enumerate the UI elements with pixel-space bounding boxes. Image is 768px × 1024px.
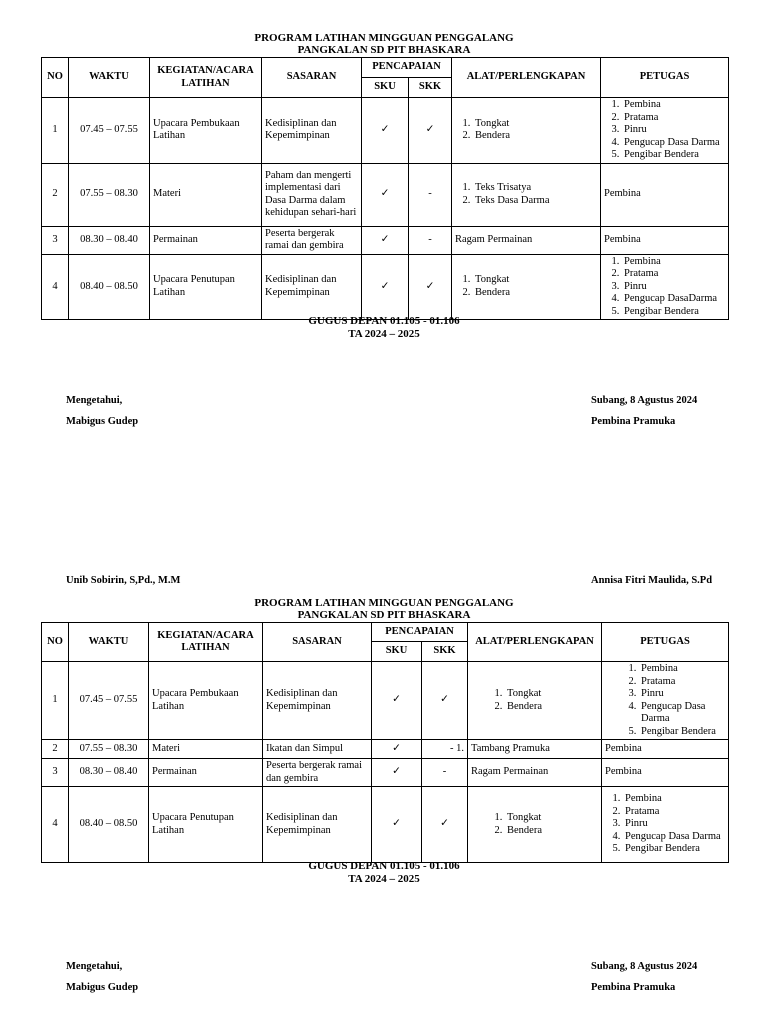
mabigus-label: Mabigus Gudep xyxy=(66,416,139,427)
list-item: 2. Bendera xyxy=(473,130,597,143)
cell-alat: Tambang Pramuka xyxy=(468,740,602,759)
cell-sasaran: Kedisiplinan dan Kepemimpinan xyxy=(263,662,372,740)
list-item: 3. Pinru xyxy=(622,281,725,294)
list-item: 2. Pratama xyxy=(623,806,725,819)
list-item: 3. Pinru xyxy=(622,124,725,137)
cell-no: 4 xyxy=(42,254,69,320)
header-kegiatan: KEGIATAN/ACARA LATIHAN xyxy=(150,58,262,98)
doc-title xyxy=(0,597,768,621)
cell-kegiatan: Materi xyxy=(150,163,262,226)
cell-waktu: 07.45 – 07.55 xyxy=(69,98,150,164)
cell-sasaran: Kedisiplinan dan Kepemimpinan xyxy=(262,254,362,320)
cell-waktu: 08.40 – 08.50 xyxy=(69,787,149,863)
cell-no: 2 xyxy=(42,740,69,759)
cell-sku: ✓ xyxy=(372,787,422,863)
cell-petugas xyxy=(601,98,729,164)
cell-petugas: Pembina xyxy=(601,226,729,254)
header-alat: ALAT/PERLENGKAPAN xyxy=(468,623,602,662)
cell-petugas: Pembina xyxy=(602,740,729,759)
cell-no: 3 xyxy=(42,759,69,787)
title-line-1: PROGRAM LATIHAN MINGGUAN PENGGALANG xyxy=(254,32,514,44)
cell-alat xyxy=(468,662,602,740)
list-item: 5. Pengibar Bendera xyxy=(622,306,725,319)
title-line-2: PANGKALAN SD PIT BHASKARA xyxy=(297,609,471,621)
cell-alat xyxy=(468,787,602,863)
cell-petugas xyxy=(602,662,729,740)
list-item: 3. Pinru xyxy=(623,818,725,831)
footer-line-1: GUGUS DEPAN 01.105 - 01.106 xyxy=(308,315,460,327)
header-sasaran: SASARAN xyxy=(263,623,372,662)
list-item: 1. Pembina xyxy=(622,99,725,112)
header-alat: ALAT/PERLENGKAPAN xyxy=(452,58,601,98)
cell-kegiatan: Upacara Pembukaan Latihan xyxy=(149,662,263,740)
list-item: 1. Pembina xyxy=(623,793,725,806)
cell-waktu: 07.55 – 08.30 xyxy=(69,163,150,226)
cell-petugas: Pembina xyxy=(602,759,729,787)
cell-skk: ✓ xyxy=(409,254,452,320)
list-item: 1. Tongkat xyxy=(473,118,597,131)
cell-waktu: 08.30 – 08.40 xyxy=(69,226,150,254)
header-waktu: WAKTU xyxy=(69,58,150,98)
cell-alat: Ragam Permainan xyxy=(452,226,601,254)
header-waktu: WAKTU xyxy=(69,623,149,662)
cell-skk: - 1. xyxy=(422,740,468,759)
cell-kegiatan: Permainan xyxy=(149,759,263,787)
table-row xyxy=(42,226,729,254)
list-item: 5. Pengibar Bendera xyxy=(623,843,725,856)
cell-sku: ✓ xyxy=(372,759,422,787)
header-sku: SKU xyxy=(372,642,422,662)
list-item: 5. Pengibar Bendera xyxy=(639,726,725,739)
place-date: Subang, 8 Agustus 2024 xyxy=(591,961,698,972)
table-row xyxy=(42,98,729,164)
cell-alat xyxy=(452,254,601,320)
cell-skk: - xyxy=(422,759,468,787)
doc-title xyxy=(0,32,768,56)
gugus-depan-footer xyxy=(0,315,768,340)
cell-sku: ✓ xyxy=(362,254,409,320)
list-item: 2. Bendera xyxy=(473,287,597,300)
header-petugas: PETUGAS xyxy=(601,58,729,98)
header-sasaran: SASARAN xyxy=(262,58,362,98)
header-skk: SKK xyxy=(409,78,452,98)
list-item: 1. Teks Trisatya xyxy=(473,182,597,195)
header-no: NO xyxy=(42,623,69,662)
pembina-label: Pembina Pramuka xyxy=(591,416,676,427)
mengetahui-label: Mengetahui, xyxy=(66,961,123,972)
header-kegiatan: KEGIATAN/ACARA LATIHAN xyxy=(149,623,263,662)
list-item: 2. Pratama xyxy=(622,268,725,281)
table-row xyxy=(42,759,729,787)
cell-sasaran: Kedisiplinan dan Kepemimpinan xyxy=(262,98,362,164)
list-item: 2. Pratama xyxy=(639,676,725,689)
cell-skk: ✓ xyxy=(409,98,452,164)
cell-sasaran: Peserta bergerak ramai dan gembira xyxy=(263,759,372,787)
cell-sku: ✓ xyxy=(372,662,422,740)
header-no: NO xyxy=(42,58,69,98)
cell-waktu: 08.30 – 08.40 xyxy=(69,759,149,787)
cell-kegiatan: Upacara Penutupan Latihan xyxy=(149,787,263,863)
cell-sasaran: Ikatan dan Simpul xyxy=(263,740,372,759)
cell-waktu: 07.55 – 08.30 xyxy=(69,740,149,759)
cell-sku: ✓ xyxy=(362,98,409,164)
footer-line-2: TA 2024 – 2025 xyxy=(348,872,420,885)
cell-sku: ✓ xyxy=(362,226,409,254)
cell-kegiatan: Materi xyxy=(149,740,263,759)
table-row xyxy=(42,740,729,759)
header-pencapaian: PENCAPAIAN xyxy=(362,58,452,78)
schedule-table-1 xyxy=(41,57,729,320)
cell-sasaran: Paham dan mengerti implementasi dari Dasa Darma dalam kehidupan sehari-hari xyxy=(262,163,362,226)
list-item: 1. Tongkat xyxy=(505,812,598,825)
cell-petugas: Pembina xyxy=(601,163,729,226)
list-item: 4. Pengucap DasaDarma xyxy=(622,293,725,306)
list-item: 3. Pinru xyxy=(639,688,725,701)
list-item: 2. Teks Dasa Darma xyxy=(473,195,597,208)
cell-no: 3 xyxy=(42,226,69,254)
cell-skk: ✓ xyxy=(422,787,468,863)
cell-kegiatan: Permainan xyxy=(150,226,262,254)
list-item: 1. Tongkat xyxy=(505,688,598,701)
header-skk: SKK xyxy=(422,642,468,662)
header-sku: SKU xyxy=(362,78,409,98)
cell-skk: ✓ xyxy=(422,662,468,740)
place-date: Subang, 8 Agustus 2024 xyxy=(591,395,698,406)
cell-alat xyxy=(452,163,601,226)
list-item: 4. Pengucap Dasa Darma xyxy=(639,701,725,726)
left-signer-name: Unib Sobirin, S,Pd., M.M xyxy=(66,575,181,586)
list-item: 2. Bendera xyxy=(505,701,598,714)
list-item: 1. Pembina xyxy=(622,256,725,269)
cell-petugas xyxy=(602,787,729,863)
cell-petugas xyxy=(601,254,729,320)
cell-waktu: 07.45 – 07.55 xyxy=(69,662,149,740)
mengetahui-label: Mengetahui, xyxy=(66,395,123,406)
list-item: 4. Pengucap Dasa Darma xyxy=(622,137,725,150)
header-petugas: PETUGAS xyxy=(602,623,729,662)
cell-alat xyxy=(452,98,601,164)
title-line-1: PROGRAM LATIHAN MINGGUAN PENGGALANG xyxy=(254,597,514,609)
cell-sasaran: Peserta bergerak ramai dan gembira xyxy=(262,226,362,254)
list-item: 1. Pembina xyxy=(639,663,725,676)
right-signer-name: Annisa Fitri Maulida, S.Pd xyxy=(591,575,713,586)
cell-kegiatan: Upacara Pembukaan Latihan xyxy=(150,98,262,164)
title-line-2: PANGKALAN SD PIT BHASKARA xyxy=(297,44,471,56)
list-item: 5. Pengibar Bendera xyxy=(622,149,725,162)
cell-no: 1 xyxy=(42,98,69,164)
footer-line-1: GUGUS DEPAN 01.105 - 01.106 xyxy=(308,860,460,872)
list-item: 4. Pengucap Dasa Darma xyxy=(623,831,725,844)
cell-sasaran: Kedisiplinan dan Kepemimpinan xyxy=(263,787,372,863)
header-pencapaian: PENCAPAIAN xyxy=(372,623,468,642)
table-row xyxy=(42,163,729,226)
cell-waktu: 08.40 – 08.50 xyxy=(69,254,150,320)
cell-sku: ✓ xyxy=(362,163,409,226)
cell-no: 1 xyxy=(42,662,69,740)
cell-alat: Ragam Permainan xyxy=(468,759,602,787)
cell-skk: - xyxy=(409,163,452,226)
table-row xyxy=(42,254,729,320)
pembina-label: Pembina Pramuka xyxy=(591,982,676,993)
cell-no: 4 xyxy=(42,787,69,863)
schedule-table-2 xyxy=(41,622,729,863)
cell-no: 2 xyxy=(42,163,69,226)
table-row xyxy=(42,662,729,740)
mabigus-label: Mabigus Gudep xyxy=(66,982,139,993)
cell-skk: - xyxy=(409,226,452,254)
list-item: 2. Bendera xyxy=(505,825,598,838)
list-item: 1. Tongkat xyxy=(473,274,597,287)
list-item: 2. Pratama xyxy=(622,112,725,125)
gugus-depan-footer xyxy=(0,860,768,885)
footer-line-2: TA 2024 – 2025 xyxy=(348,327,420,340)
table-row xyxy=(42,787,729,863)
cell-sku: ✓ xyxy=(372,740,422,759)
cell-kegiatan: Upacara Penutupan Latihan xyxy=(150,254,262,320)
